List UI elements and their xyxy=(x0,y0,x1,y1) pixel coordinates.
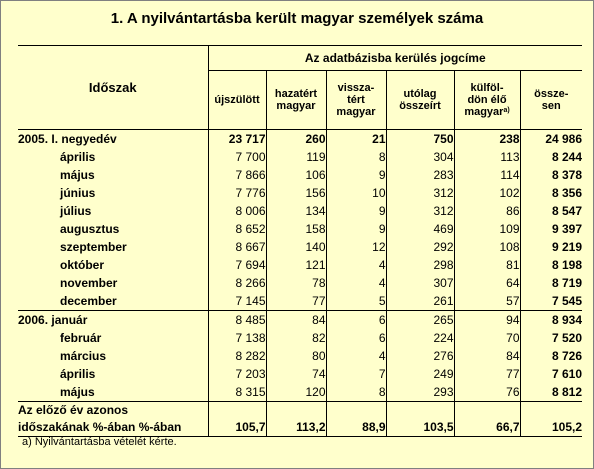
summary-value: 105,7 xyxy=(208,419,266,437)
cell-value: 8 356 xyxy=(520,184,582,202)
summary-spacer xyxy=(386,402,454,420)
cell-value: 158 xyxy=(266,220,326,238)
summary-spacer xyxy=(266,402,326,420)
summary-spacer xyxy=(454,402,520,420)
summary-spacer xyxy=(208,402,266,420)
cell-value: 70 xyxy=(454,329,520,347)
cell-value: 7 610 xyxy=(520,365,582,383)
row-label: május xyxy=(60,168,95,182)
cell-value: 5 xyxy=(326,292,386,311)
cell-value: 238 xyxy=(454,130,520,149)
cell-value: 8 378 xyxy=(520,166,582,184)
cell-value: 8 244 xyxy=(520,148,582,166)
cell-value: 8 xyxy=(326,383,386,402)
cell-value: 9 xyxy=(326,220,386,238)
cell-value: 86 xyxy=(454,202,520,220)
row-label: március xyxy=(60,349,107,363)
cell-value: 7 138 xyxy=(208,329,266,347)
table-row xyxy=(18,184,582,202)
column-header-1 xyxy=(208,71,266,130)
cell-value: 57 xyxy=(454,292,520,311)
row-label: 2005. I. negyedév xyxy=(18,132,117,146)
cell-value: 8 652 xyxy=(208,220,266,238)
table-row xyxy=(18,238,582,256)
cell-value: 77 xyxy=(266,292,326,311)
cell-value: 80 xyxy=(266,347,326,365)
cell-value: 9 xyxy=(326,166,386,184)
column-header-line: vissza- xyxy=(337,82,375,94)
column-header-5 xyxy=(454,71,520,130)
summary-spacer xyxy=(520,402,582,420)
summary-row xyxy=(18,419,582,437)
cell-value: 77 xyxy=(454,365,520,383)
table-row xyxy=(18,274,582,292)
cell-value: 7 700 xyxy=(208,148,266,166)
cell-value: 7 xyxy=(326,365,386,383)
table-row xyxy=(18,130,582,149)
header-group: Az adatbázisba kerülés jogcíme xyxy=(208,46,582,71)
table-row xyxy=(18,365,582,383)
cell-value: 7 545 xyxy=(520,292,582,311)
cell-value: 304 xyxy=(386,148,454,166)
summary-row xyxy=(18,402,582,420)
cell-value: 9 397 xyxy=(520,220,582,238)
table-title: 1. A nyilvántartásba került magyar személyek száma xyxy=(110,10,484,27)
column-header-6 xyxy=(520,71,582,130)
cell-value: 106 xyxy=(266,166,326,184)
table-row xyxy=(18,347,582,365)
cell-value: 78 xyxy=(266,274,326,292)
cell-value: 108 xyxy=(454,238,520,256)
summary-value: 88,9 xyxy=(326,419,386,437)
column-header-line: utólag xyxy=(403,88,437,100)
column-header-line: újszülött xyxy=(214,94,260,106)
row-label: április xyxy=(60,367,96,381)
cell-value: 109 xyxy=(454,220,520,238)
row-label: június xyxy=(60,186,96,200)
row-label: szeptember xyxy=(60,240,127,254)
row-label: 2006. január xyxy=(18,311,208,330)
summary-label-line1: Az előző év azonos xyxy=(18,402,208,420)
summary-value: 66,7 xyxy=(454,419,520,437)
column-header-line: külföl- xyxy=(470,82,504,94)
cell-value: 312 xyxy=(386,202,454,220)
cell-value: 6 xyxy=(326,329,386,347)
header-period: Időszak xyxy=(18,46,208,130)
table-row xyxy=(18,311,582,330)
cell-value: 265 xyxy=(386,311,454,330)
cell-value: 140 xyxy=(266,238,326,256)
table-row xyxy=(18,220,582,238)
cell-value: 8 667 xyxy=(208,238,266,256)
cell-value: 134 xyxy=(266,202,326,220)
column-header-line: tért xyxy=(347,94,365,106)
cell-value: 8 726 xyxy=(520,347,582,365)
column-header-line: magyar xyxy=(276,100,316,112)
cell-value: 283 xyxy=(386,166,454,184)
cell-value: 8 812 xyxy=(520,383,582,402)
column-header-line: sen xyxy=(541,100,561,112)
footnote: a) Nyilvántartásba vételét kérte. xyxy=(22,436,177,448)
cell-value: 469 xyxy=(386,220,454,238)
footnote-marker: a) xyxy=(503,107,510,114)
row-label: október xyxy=(60,258,105,272)
cell-value: 121 xyxy=(266,256,326,274)
cell-value: 8 xyxy=(326,148,386,166)
table-row xyxy=(18,148,582,166)
row-label: április xyxy=(60,150,96,164)
column-header-line: össze- xyxy=(534,88,569,100)
cell-value: 7 694 xyxy=(208,256,266,274)
table-row xyxy=(18,292,582,311)
cell-value: 113 xyxy=(454,148,520,166)
row-label: május xyxy=(60,385,95,399)
cell-value: 7 203 xyxy=(208,365,266,383)
cell-value: 74 xyxy=(266,365,326,383)
summary-value: 103,5 xyxy=(386,419,454,437)
cell-value: 94 xyxy=(454,311,520,330)
cell-value: 9 xyxy=(326,202,386,220)
column-header-line: dön élő xyxy=(467,94,507,106)
cell-value: 12 xyxy=(326,238,386,256)
cell-value: 84 xyxy=(454,347,520,365)
summary-value: 113,2 xyxy=(266,419,326,437)
row-label: augusztus xyxy=(60,222,120,236)
cell-value: 10 xyxy=(326,184,386,202)
cell-value: 4 xyxy=(326,347,386,365)
column-header-3 xyxy=(326,71,386,130)
cell-value: 6 xyxy=(326,311,386,330)
cell-value: 4 xyxy=(326,274,386,292)
cell-value: 8 266 xyxy=(208,274,266,292)
column-header-line: magyar xyxy=(464,106,504,118)
cell-value: 750 xyxy=(386,130,454,149)
cell-value: 8 006 xyxy=(208,202,266,220)
cell-value: 261 xyxy=(386,292,454,311)
cell-value: 7 776 xyxy=(208,184,266,202)
row-label: december xyxy=(60,294,117,308)
cell-value: 76 xyxy=(454,383,520,402)
cell-value: 307 xyxy=(386,274,454,292)
cell-value: 8 485 xyxy=(208,311,266,330)
cell-value: 312 xyxy=(386,184,454,202)
row-label: július xyxy=(60,204,92,218)
cell-value: 8 934 xyxy=(520,311,582,330)
cell-value: 119 xyxy=(266,148,326,166)
cell-value: 120 xyxy=(266,383,326,402)
column-header-line: hazatért xyxy=(274,88,318,100)
column-header-2 xyxy=(266,71,326,130)
cell-value: 156 xyxy=(266,184,326,202)
cell-value: 84 xyxy=(266,311,326,330)
cell-value: 82 xyxy=(266,329,326,347)
table-row xyxy=(18,256,582,274)
summary-spacer xyxy=(326,402,386,420)
cell-value: 4 xyxy=(326,256,386,274)
table-row xyxy=(18,383,582,402)
row-label: február xyxy=(60,331,102,345)
column-header-line: magyar xyxy=(336,106,376,118)
cell-value: 298 xyxy=(386,256,454,274)
cell-value: 260 xyxy=(266,130,326,149)
cell-value: 64 xyxy=(454,274,520,292)
summary-label-line2: időszakának %-ában %-ában xyxy=(18,419,208,437)
cell-value: 23 717 xyxy=(208,130,266,149)
cell-value: 24 986 xyxy=(520,130,582,149)
cell-value: 8 315 xyxy=(208,383,266,402)
table-row xyxy=(18,166,582,184)
column-header-4 xyxy=(386,71,454,130)
cell-value: 276 xyxy=(386,347,454,365)
column-header-line: összeírt xyxy=(399,100,441,112)
cell-value: 7 145 xyxy=(208,292,266,311)
data-table xyxy=(18,45,582,437)
cell-value: 114 xyxy=(454,166,520,184)
row-label: november xyxy=(60,276,118,290)
cell-value: 293 xyxy=(386,383,454,402)
cell-value: 8 547 xyxy=(520,202,582,220)
cell-value: 8 282 xyxy=(208,347,266,365)
cell-value: 8 719 xyxy=(520,274,582,292)
cell-value: 224 xyxy=(386,329,454,347)
cell-value: 7 866 xyxy=(208,166,266,184)
cell-value: 21 xyxy=(326,130,386,149)
cell-value: 7 520 xyxy=(520,329,582,347)
cell-value: 81 xyxy=(454,256,520,274)
cell-value: 8 198 xyxy=(520,256,582,274)
table-row xyxy=(18,329,582,347)
cell-value: 292 xyxy=(386,238,454,256)
cell-value: 249 xyxy=(386,365,454,383)
cell-value: 102 xyxy=(454,184,520,202)
summary-value: 105,2 xyxy=(520,419,582,437)
cell-value: 9 219 xyxy=(520,238,582,256)
table-row xyxy=(18,202,582,220)
